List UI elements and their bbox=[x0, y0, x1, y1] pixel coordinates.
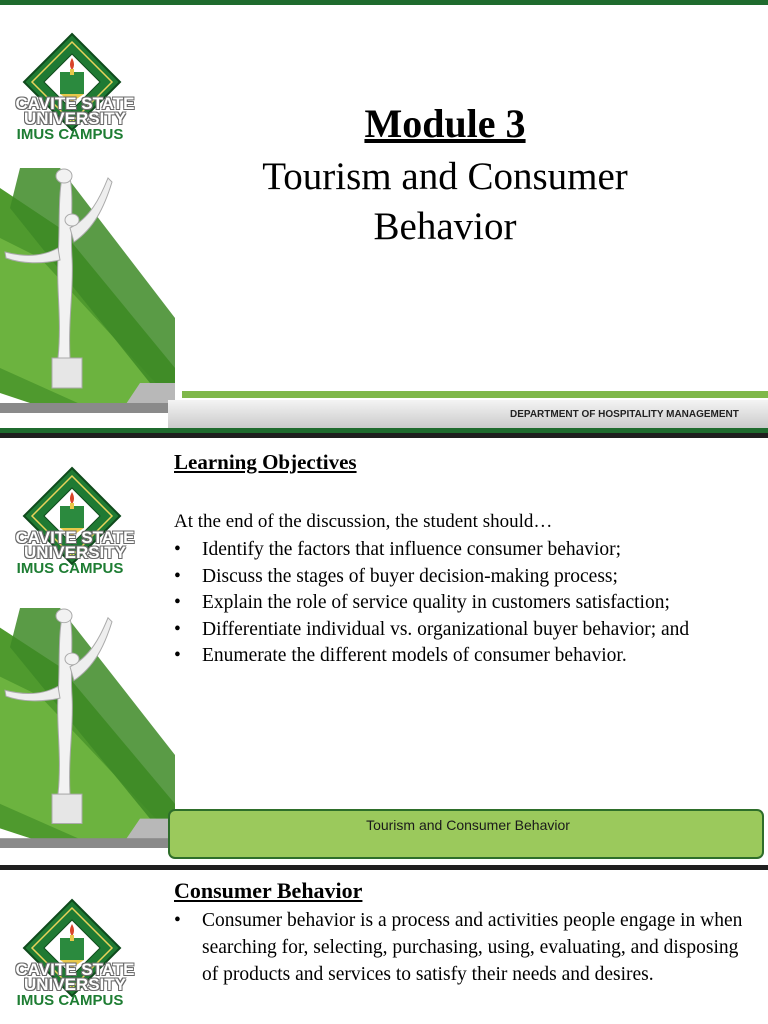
list-item bbox=[174, 617, 744, 644]
title-line2: Behavior bbox=[373, 205, 517, 248]
list-item bbox=[174, 907, 749, 988]
logo-university-name bbox=[0, 962, 150, 992]
logo-name-line1: CAVITE STATE bbox=[15, 528, 135, 547]
definition-list bbox=[174, 907, 749, 988]
statue-decoration-icon bbox=[0, 608, 175, 848]
university-logo bbox=[0, 898, 150, 1018]
section-heading: Consumer Behavior bbox=[174, 878, 363, 903]
logo-university-name bbox=[0, 96, 150, 126]
logo-name-line2: UNIVERSITY bbox=[23, 975, 127, 994]
bullet-icon: • bbox=[174, 539, 181, 560]
top-rule bbox=[0, 0, 768, 5]
list-item-text: Differentiate individual vs. organizational buyer behavior; and bbox=[202, 618, 690, 640]
university-logo bbox=[0, 466, 150, 586]
logo-name-line2: UNIVERSITY bbox=[23, 543, 127, 562]
bullet-icon: • bbox=[174, 910, 181, 931]
green-band bbox=[182, 391, 768, 398]
module-number: Module 3 bbox=[364, 101, 526, 146]
bottom-rule bbox=[0, 428, 768, 433]
intro-text: At the end of the discussion, the student should… bbox=[174, 511, 553, 532]
logo-campus: IMUS CAMPUS bbox=[16, 126, 124, 143]
list-item-text: Identify the factors that influence consumer behavior; bbox=[202, 539, 622, 560]
bullet-icon: • bbox=[174, 645, 181, 666]
slide-learning-objectives bbox=[0, 438, 768, 865]
footer-text: Tourism and Consumer Behavior bbox=[366, 817, 570, 833]
logo-name-line2: UNIVERSITY bbox=[23, 109, 127, 128]
footer-bar bbox=[168, 809, 764, 859]
list-item-text: Consumer behavior is a process and activities people engage in when searching for, selecting, purchasing, using, evaluating, and disposing of products and services to satisfy their needs and desires. bbox=[202, 910, 743, 985]
slide-title-text bbox=[220, 152, 670, 252]
logo-university-name bbox=[0, 530, 150, 560]
list-item-text: Enumerate the different models of consumer behavior. bbox=[202, 645, 627, 666]
university-logo bbox=[0, 32, 150, 152]
list-item bbox=[174, 537, 744, 564]
list-item bbox=[174, 590, 744, 617]
logo-name-line1: CAVITE STATE bbox=[15, 960, 135, 979]
list-item bbox=[174, 564, 744, 591]
bullet-icon: • bbox=[174, 618, 181, 640]
slide-consumer-behavior bbox=[0, 870, 768, 1024]
statue-decoration-icon bbox=[0, 168, 175, 413]
bullet-icon: • bbox=[174, 592, 181, 613]
section-heading: Learning Objectives bbox=[174, 450, 357, 474]
department-label: DEPARTMENT OF HOSPITALITY MANAGEMENT bbox=[510, 409, 739, 420]
list-item bbox=[174, 643, 744, 670]
list-item-text: Explain the role of service quality in customers satisfaction; bbox=[202, 592, 670, 613]
slide-title bbox=[0, 0, 768, 433]
list-item-text: Discuss the stages of buyer decision-making process; bbox=[202, 565, 618, 587]
bullet-icon: • bbox=[174, 565, 181, 587]
logo-campus: IMUS CAMPUS bbox=[16, 992, 124, 1009]
logo-campus: IMUS CAMPUS bbox=[16, 560, 124, 577]
title-line1: Tourism and Consumer bbox=[262, 155, 628, 198]
objectives-list bbox=[174, 537, 744, 670]
logo-name-line1: CAVITE STATE bbox=[15, 94, 135, 113]
